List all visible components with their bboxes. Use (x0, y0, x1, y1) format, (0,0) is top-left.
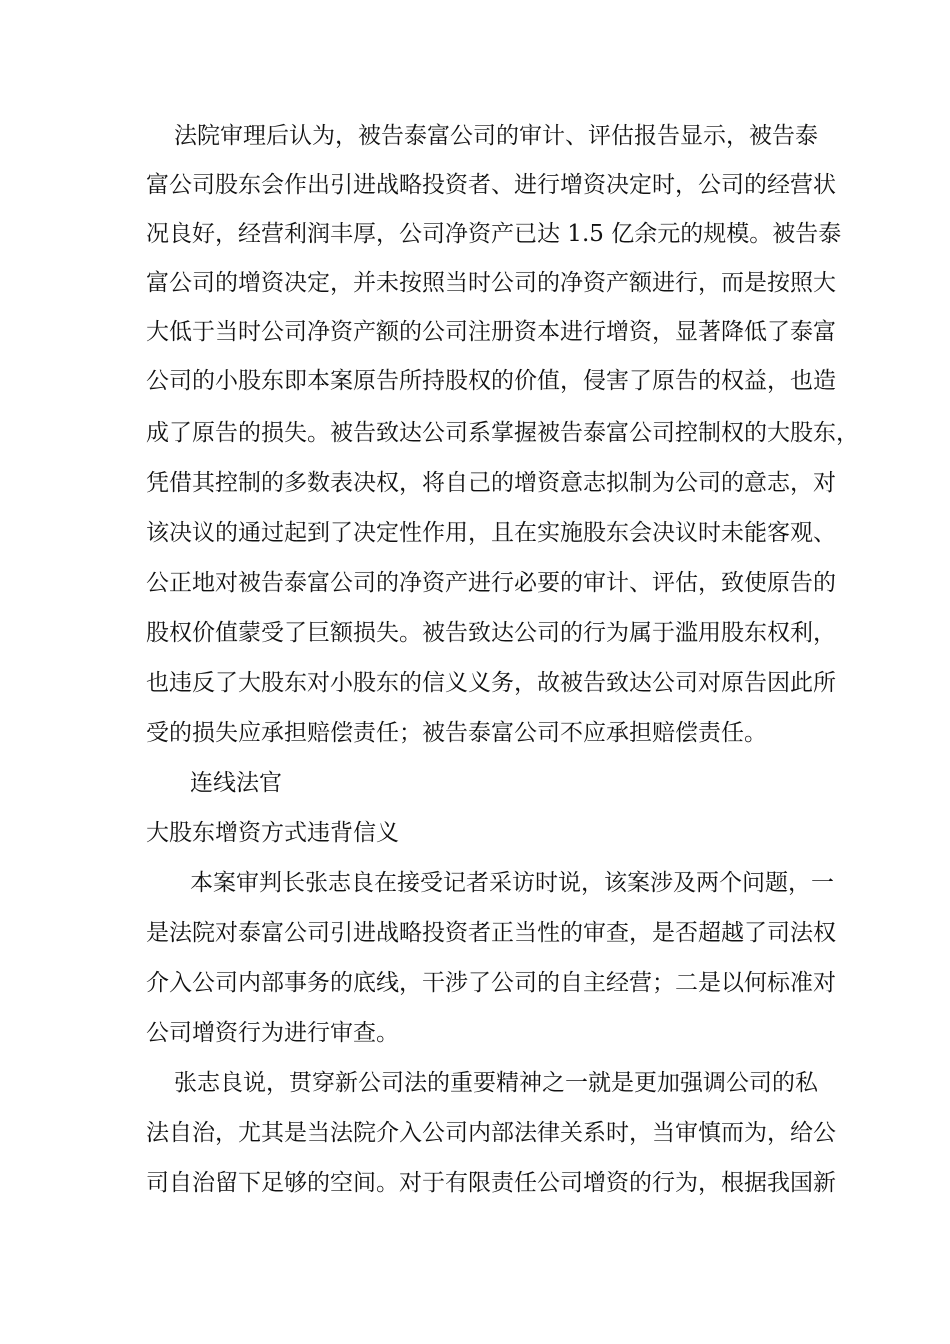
paragraph-line: 况良好，经营利润丰厚，公司净资产已达 1.5 亿余元的规模。被告泰 (146, 221, 842, 247)
paragraph-line: 法自治，尤其是当法院介入公司内部法律关系时，当审慎而为，给公 (146, 1120, 836, 1146)
paragraph-line: 股权价值蒙受了巨额损失。被告致达公司的行为属于滥用股东权利， (146, 620, 836, 646)
paragraph-line: 该决议的通过起到了决定性作用，且在实施股东会决议时未能客观、 (146, 520, 836, 546)
paragraph-line: 公正地对被告泰富公司的净资产进行必要的审计、评估，致使原告的 (146, 570, 836, 596)
paragraph-line: 受的损失应承担赔偿责任；被告泰富公司不应承担赔偿责任。 (146, 720, 767, 746)
paragraph-line: 凭借其控制的多数表决权，将自己的增资意志拟制为公司的意志，对 (146, 470, 836, 496)
paragraph-line: 也违反了大股东对小股东的信义义务，故被告致达公司对原告因此所 (146, 670, 836, 696)
paragraph-line: 法院审理后认为，被告泰富公司的审计、评估报告显示，被告泰 (174, 123, 818, 149)
section-heading: 连线法官 (190, 770, 282, 796)
paragraph-line: 公司的小股东即本案原告所持股权的价值，侵害了原告的权益，也造 (146, 368, 836, 394)
paragraph-line: 成了原告的损失。被告致达公司系掌握被告泰富公司控制权的大股东， (146, 420, 859, 446)
paragraph-line: 本案审判长张志良在接受记者采访时说，该案涉及两个问题，一 (190, 870, 834, 896)
paragraph-line: 司自治留下足够的空间。对于有限责任公司增资的行为，根据我国新 (146, 1170, 836, 1196)
paragraph-line: 公司增资行为进行审查。 (146, 1020, 399, 1046)
paragraph-line: 张志良说，贯穿新公司法的重要精神之一就是更加强调公司的私 (174, 1070, 818, 1096)
paragraph-line: 富公司的增资决定，并未按照当时公司的净资产额进行，而是按照大 (146, 270, 836, 296)
paragraph-line: 大低于当时公司净资产额的公司注册资本进行增资，显著降低了泰富 (146, 319, 836, 345)
paragraph-line: 是法院对泰富公司引进战略投资者正当性的审查，是否超越了司法权 (146, 920, 836, 946)
section-subheading: 大股东增资方式违背信义 (146, 820, 399, 846)
paragraph-line: 介入公司内部事务的底线，干涉了公司的自主经营；二是以何标准对 (146, 970, 836, 996)
paragraph-line: 富公司股东会作出引进战略投资者、进行增资决定时，公司的经营状 (146, 172, 836, 198)
